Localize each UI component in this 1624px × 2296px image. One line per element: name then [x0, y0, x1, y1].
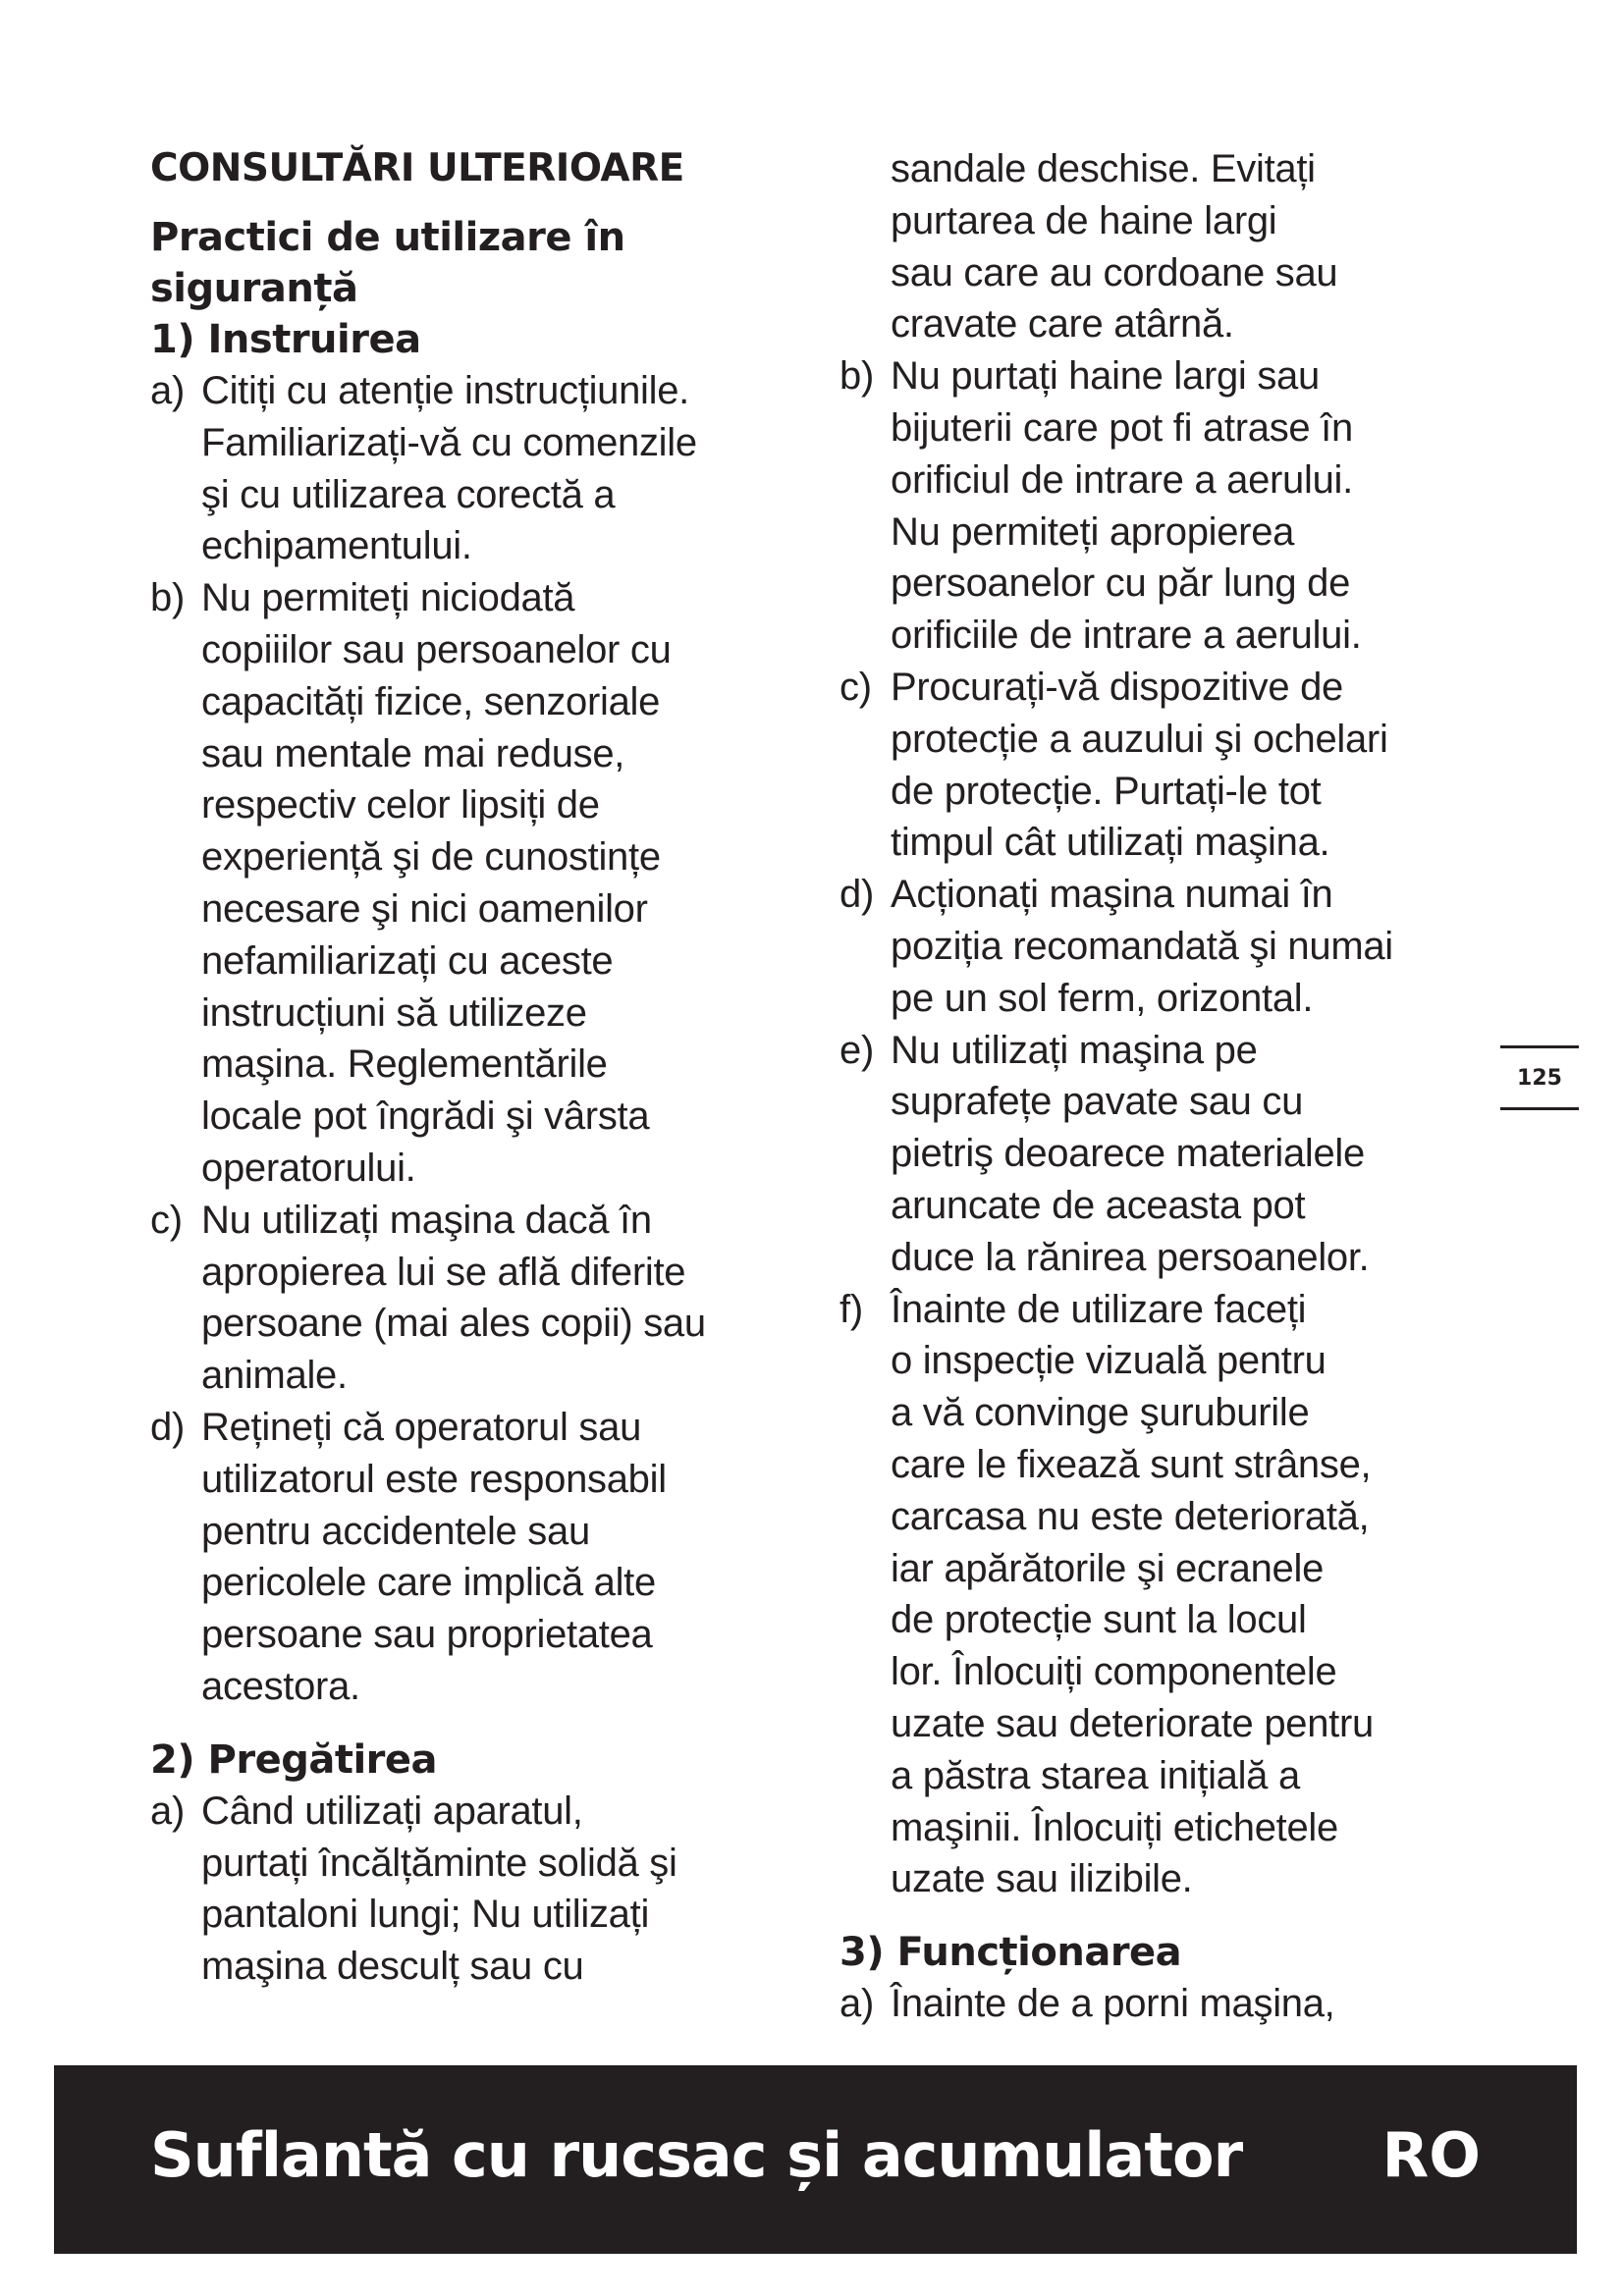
- list-item-line: pantaloni lungi; Nu utilizați: [201, 1893, 650, 1937]
- list-item-line: capacități fizice, senzoriale: [201, 679, 661, 723]
- footer-language: RO: [1381, 2119, 1481, 2191]
- list-item-label: a): [150, 1789, 185, 1833]
- list-item: [150, 1195, 818, 1402]
- list-item-label: b): [839, 354, 874, 399]
- list-item-text: [201, 572, 818, 1195]
- page-number: 125: [1500, 1045, 1579, 1110]
- list-item-text: [201, 1786, 818, 1993]
- list-item-line: sau mentale mai reduse,: [201, 731, 625, 775]
- list-item-line: Nu utilizați maşina dacă în: [201, 1198, 652, 1242]
- right-column: [839, 143, 1507, 2030]
- subheading-line-1: Practici de utilizare în: [150, 215, 625, 260]
- list-item-line: suprafețe pavate sau cu: [891, 1080, 1304, 1124]
- list-item-line: de protecție. Purtați-le tot: [891, 769, 1322, 813]
- list-item-text: [891, 350, 1507, 662]
- section-1-title: 1) Instruirea: [150, 317, 421, 362]
- list-item: [839, 1978, 1507, 2030]
- list-item-line: acestora.: [201, 1664, 360, 1708]
- left-column: [150, 143, 818, 1993]
- list-item-line: Citiți cu atenție instrucțiunile.: [201, 369, 689, 412]
- continued-line: sau care au cordoane sau: [891, 250, 1338, 294]
- list-item-text: [891, 1025, 1507, 1284]
- list-item-line: poziția recomandată şi numai: [891, 924, 1393, 968]
- list-item-label: d): [150, 1405, 185, 1449]
- list-item-line: echipamentului.: [201, 524, 472, 568]
- list-item-line: orificiul de intrare a aerului.: [891, 457, 1353, 502]
- list-item: [150, 365, 818, 572]
- list-item-text: [891, 869, 1507, 1024]
- list-item-line: timpul cât utilizați maşina.: [891, 821, 1330, 865]
- list-item-line: a păstra starea inițială a: [891, 1753, 1300, 1797]
- footer-title: Suflantă cu rucsac și acumulator: [150, 2119, 1243, 2191]
- list-item-line: nefamiliarizați cu aceste: [201, 938, 614, 983]
- footer-bar: [54, 2065, 1577, 2254]
- list-item-line: aruncate de aceasta pot: [891, 1183, 1306, 1227]
- section-heading: CONSULTĂRI ULTERIOARE: [150, 146, 684, 190]
- list-item-line: respectiv celor lipsiți de: [201, 783, 600, 828]
- list-item-line: apropierea lui se află diferite: [201, 1250, 686, 1294]
- list-item-line: experiență şi de cunostințe: [201, 835, 661, 880]
- list-item: [839, 869, 1507, 1024]
- list-item: [150, 1402, 818, 1713]
- list-item-line: Rețineți că operatorul sau: [201, 1405, 642, 1449]
- list-item-line: maşina desculț sau cu: [201, 1945, 584, 1989]
- list-item-line: şi cu utilizarea corectă a: [201, 472, 616, 516]
- section-2-list-continued: [839, 350, 1507, 1905]
- list-item-line: pe un sol ferm, orizontal.: [891, 976, 1314, 1020]
- list-item-line: carcasa nu este deteriorată,: [891, 1494, 1370, 1538]
- list-item-line: Nu permiteți apropierea: [891, 509, 1295, 554]
- continued-line: purtarea de haine largi: [891, 198, 1277, 242]
- list-item: [150, 572, 818, 1195]
- list-item-label: a): [839, 1982, 874, 2026]
- list-item-text: [201, 1195, 818, 1402]
- list-item-line: animale.: [201, 1354, 348, 1398]
- list-item-line: persoanelor cu păr lung de: [891, 561, 1351, 606]
- list-item-line: Când utilizați aparatul,: [201, 1789, 583, 1833]
- list-item-line: necesare şi nici oamenilor: [201, 886, 648, 931]
- list-item-line: copiiilor sau persoanelor cu: [201, 627, 672, 671]
- list-item-line: care le fixează sunt strânse,: [891, 1442, 1372, 1486]
- list-item: [839, 662, 1507, 869]
- list-item-line: o inspecție vizuală pentru: [891, 1339, 1326, 1383]
- list-item-line: Nu purtați haine largi sau: [891, 354, 1320, 399]
- list-item: [839, 1284, 1507, 1906]
- list-item-line: maşinii. Înlocuiți etichetele: [891, 1805, 1338, 1849]
- list-item-line: Familiarizați-vă cu comenzile: [201, 420, 697, 464]
- list-item-line: purtați încălțăminte solidă şi: [201, 1841, 677, 1885]
- section-1-list: [150, 365, 818, 1713]
- list-item-line: maşina. Reglementările: [201, 1042, 608, 1087]
- list-item-line: Acționați maşina numai în: [891, 873, 1333, 917]
- list-item-line: uzate sau deteriorate pentru: [891, 1701, 1374, 1745]
- list-item-line: uzate sau ilizibile.: [891, 1857, 1193, 1901]
- list-item-line: Nu permiteți niciodată: [201, 576, 575, 620]
- continued-line: sandale deschise. Evitați: [891, 147, 1316, 190]
- list-item-line: Înainte de a porni maşina,: [891, 1982, 1335, 2026]
- list-item-line: bijuterii care pot fi atrase în: [891, 405, 1353, 450]
- list-item-text: [891, 1978, 1507, 2030]
- list-item-line: lor. Înlocuiți componentele: [891, 1650, 1337, 1694]
- list-item-line: protecție a auzului şi ochelari: [891, 717, 1388, 761]
- list-item-line: persoane sau proprietatea: [201, 1613, 653, 1657]
- list-item-line: iar apărătorile şi ecranele: [891, 1546, 1325, 1590]
- list-item-line: persoane (mai ales copii) sau: [201, 1302, 706, 1346]
- list-item-line: pentru accidentele sau: [201, 1509, 590, 1553]
- list-item-line: a vă convinge şuruburile: [891, 1391, 1310, 1435]
- section-2-title: 2) Pregătirea: [150, 1736, 438, 1783]
- list-item: [150, 1786, 818, 1993]
- list-item-label: f): [839, 1287, 863, 1331]
- list-item: [839, 350, 1507, 662]
- list-item-label: c): [839, 665, 872, 709]
- list-item-text: [201, 1402, 818, 1713]
- list-item-line: Nu utilizați maşina pe: [891, 1028, 1258, 1072]
- list-item-text: [201, 365, 818, 572]
- list-item-line: utilizatorul este responsabil: [201, 1457, 667, 1501]
- subheading-line-2: siguranță: [150, 266, 358, 311]
- list-item-label: c): [150, 1198, 183, 1242]
- list-item-line: pietriş deoarece materialele: [891, 1132, 1365, 1176]
- list-item-label: b): [150, 576, 185, 620]
- list-item-label: d): [839, 873, 874, 917]
- list-item-line: orificiile de intrare a aerului.: [891, 614, 1362, 658]
- list-item-label: a): [150, 369, 185, 412]
- section-3-title: 3) Funcționarea: [839, 1930, 1182, 1976]
- list-item-text: [891, 662, 1507, 869]
- list-item-line: de protecție sunt la locul: [891, 1598, 1307, 1642]
- list-item-line: operatorului.: [201, 1146, 416, 1190]
- list-item-text: [891, 1284, 1507, 1906]
- list-item-line: duce la rănirea persoanelor.: [891, 1235, 1370, 1279]
- section-2-list: [150, 1786, 818, 1993]
- continued-text: [839, 143, 1507, 350]
- list-item-line: locale pot îngrădi şi vârsta: [201, 1095, 650, 1139]
- section-3-list: [839, 1978, 1507, 2030]
- continued-line: cravate care atârnă.: [891, 302, 1234, 347]
- list-item-label: e): [839, 1028, 874, 1072]
- list-item-line: Procurați-vă dispozitive de: [891, 665, 1344, 709]
- list-item: [839, 1025, 1507, 1284]
- list-item-line: pericolele care implică alte: [201, 1561, 656, 1605]
- list-item-line: instrucțiuni să utilizeze: [201, 990, 587, 1035]
- list-item-line: Înainte de utilizare faceți: [891, 1287, 1307, 1331]
